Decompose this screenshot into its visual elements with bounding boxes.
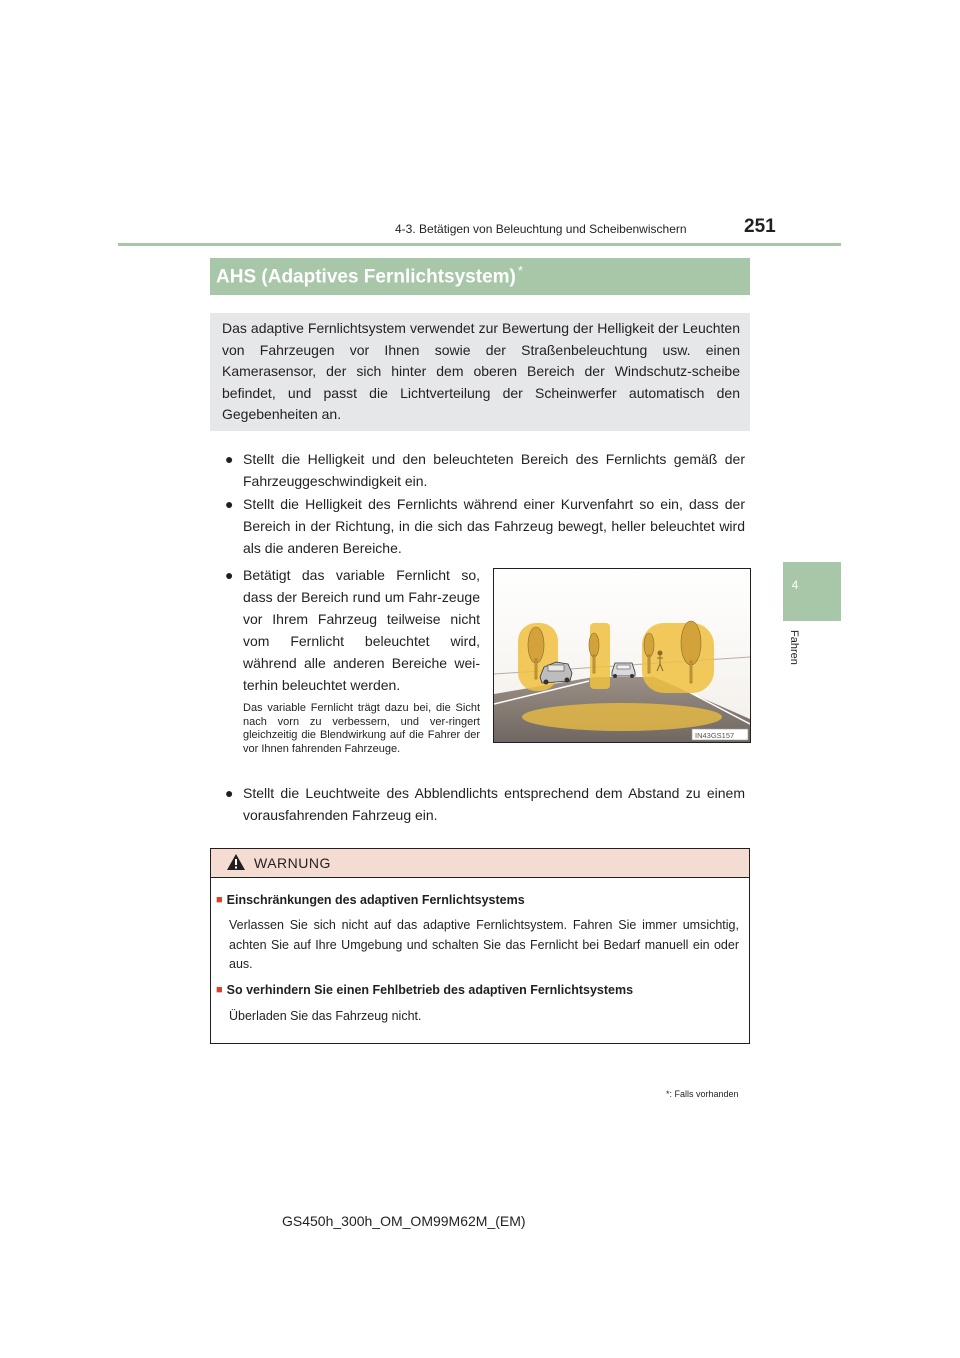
preceding-car-icon xyxy=(612,663,635,678)
illustration-code: IN43GS157 xyxy=(695,731,735,740)
section-title-mark: * xyxy=(517,263,523,278)
warning-title: WARNUNG xyxy=(254,855,331,871)
bullet-item xyxy=(225,448,745,492)
warning-item-title-text: Einschränkungen des adaptiven Fernlichtsystems xyxy=(226,893,525,907)
warning-item-marker: ■ xyxy=(216,984,223,996)
bullet-dot: ● xyxy=(225,496,234,512)
document-code: GS450h_300h_OM_OM99M62M_(EM) xyxy=(282,1213,526,1229)
warning-item-title xyxy=(216,983,633,997)
header-rule xyxy=(118,243,841,246)
intro-text: Das adaptive Fernlichtsystem verwendet zur Bewertung der Helligkeit der Leuchten von Fahrzeugen vor Ihnen sowie der Straßenbeleuchtung usw. einen Kamerasensor, der sich hinter dem oberen Bereich der Windschutz-scheibe befindet, und passt die Lichtverteilung der Scheinwerfer automatisch den Gegebenheiten an. xyxy=(222,320,740,423)
warning-item-title-text: So verhindern Sie einen Fehlbetrieb des adaptiven Fernlichtsystems xyxy=(226,983,634,997)
low-beam-zone xyxy=(522,703,722,731)
ahs-scene xyxy=(494,569,750,742)
bullet-item xyxy=(225,493,745,559)
bullet-text: Stellt die Leuchtweite des Abblendlichts entsprechend dem Abstand zu einem vorausfahrenden Fahrzeug ein. xyxy=(243,785,745,823)
warning-triangle-icon xyxy=(226,853,246,876)
light-zone-right xyxy=(642,623,714,693)
section-path: 4-3. Betätigen von Beleuchtung und Scheibenwischern xyxy=(395,222,687,236)
bullet-text: Stellt die Helligkeit des Fernlichts während einer Kurvenfahrt so ein, dass der Bereich in der Richtung, in die sich das Fahrzeug bewegt, heller beleuchtet wird als die anderen Bereiche. xyxy=(243,496,745,556)
bullet-item xyxy=(225,564,480,696)
bullet-dot: ● xyxy=(225,451,234,467)
section-title-text: AHS (Adaptives Fernlichtsystem) xyxy=(216,266,516,288)
chapter-number: 4 xyxy=(791,578,799,592)
bullet-text: Betätigt das variable Fernlicht so, dass der Bereich rund um Fahr-zeuge vor Ihrem Fahrzeug teilweise nicht vom Fernlicht beleuchtet wird, während alle anderen Bereiche wei-terhin beleuchtet werden. xyxy=(243,567,480,693)
warning-item-title xyxy=(216,893,525,907)
ahs-illustration xyxy=(493,568,751,743)
bullet-dot: ● xyxy=(225,785,234,801)
warning-item-marker: ■ xyxy=(216,894,223,906)
page-number: 251 xyxy=(744,216,776,237)
bullet-note: Das variable Fernlicht trägt dazu bei, die Sicht nach vorn zu verbessern, und ver-ringert gleichzeitig die Blendwirkung auf die Fahrer der vor Ihnen fahrenden Fahrzeuge. xyxy=(243,702,480,755)
section-title xyxy=(216,263,523,288)
footnote: *: Falls vorhanden xyxy=(666,1089,739,1099)
bullet-text: Stellt die Helligkeit und den beleuchteten Bereich des Fernlichts gemäß der Fahrzeuggeschwindigkeit ein. xyxy=(243,451,745,489)
bullet-item xyxy=(225,782,745,826)
warning-item-body: Verlassen Sie sich nicht auf das adaptive Fernlichtsystem. Fahren Sie immer umsichtig, achten Sie auf Ihre Umgebung und schalten Sie das Fernlicht bei Bedarf manuell ein oder aus. xyxy=(229,918,739,971)
bullet-dot: ● xyxy=(225,567,234,583)
chapter-label: Fahren xyxy=(788,630,800,665)
warning-item-body: Überladen Sie das Fahrzeug nicht. xyxy=(229,1009,422,1023)
